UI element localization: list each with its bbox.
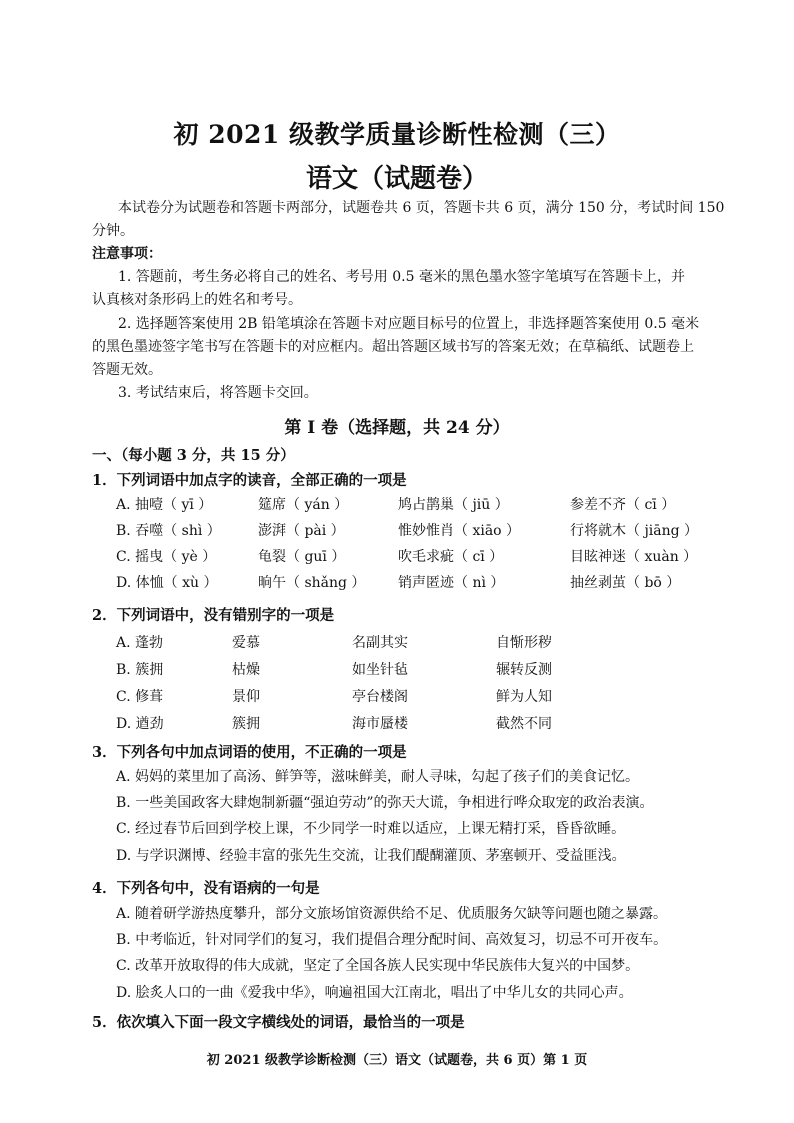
- q1-b-1: B. 吞噬（ shì ）: [116, 523, 221, 539]
- q4-option-b: B. 中考临近，针对同学们的复习，我们提倡合理分配时间、高效复习，切忌不可开夜车。: [116, 932, 668, 948]
- q1-a-3: 鸠占鹊巢（ jiū ）: [398, 497, 509, 513]
- q4-option-a: A. 随着研学游热度攀升，部分文旅场馆资源供给不足、优质服务欠缺等问题也随之暴露。: [116, 906, 668, 922]
- q1-c-4: 目眩神迷（ xuàn ）: [570, 549, 698, 565]
- q3-option-d: D. 与学识渊博、经验丰富的张先生交流，让我们醍醐灌顶、茅塞顿开、受益匪浅。: [116, 848, 626, 864]
- q1-d-1: D. 体恤（ xù ）: [116, 575, 218, 591]
- q2-b-3: 如坐针毡: [352, 662, 408, 678]
- q2-b-2: 枯燥: [232, 662, 260, 678]
- page-subtitle: 语文（试题卷）: [305, 164, 488, 194]
- page-title: 初 2021 级教学质量诊断性检测（三）: [173, 120, 621, 149]
- q1-b-4: 行将就木（ jiāng ）: [570, 523, 699, 539]
- q2-a-4: 自惭形秽: [496, 635, 552, 651]
- q3-stem: 3．下列各句中加点词语的使用，不正确的一项是: [92, 744, 407, 761]
- notice-title: 注意事项：: [92, 246, 162, 262]
- q2-c-1: C. 修葺: [116, 689, 164, 705]
- q2-d-3: 海市蜃楼: [352, 716, 408, 732]
- notice-3: 3. 考试结束后，将答题卡交回。: [118, 385, 318, 401]
- section-title: 第 I 卷（选择题，共 24 分）: [284, 418, 510, 438]
- q1-c-3: 吹毛求疵（ cī ）: [398, 549, 504, 565]
- q1-d-4: 抽丝剥茧（ bō ）: [570, 575, 681, 591]
- intro-line-1: 本试卷分为试题卷和答题卡两部分，试题卷共 6 页，答题卡共 6 页，满分 150 分，考试时间 150: [118, 200, 725, 216]
- q2-a-2: 爱慕: [232, 635, 260, 651]
- q2-stem: 2．下列词语中，没有错别字的一项是: [92, 607, 335, 624]
- notice-2c: 答题无效。: [92, 362, 162, 378]
- q2-a-3: 名副其实: [352, 635, 408, 651]
- q2-c-3: 亭台楼阁: [352, 689, 408, 705]
- q3-option-c: C. 经过春节后回到学校上课，不少同学一时难以适应，上课无精打采，昏昏欲睡。: [116, 821, 626, 837]
- intro-line-2: 分钟。: [92, 223, 134, 239]
- q2-b-4: 辗转反测: [496, 662, 552, 678]
- q2-d-2: 簇拥: [232, 716, 260, 732]
- q1-a-4: 参差不齐（ cī ）: [570, 497, 676, 513]
- q2-c-4: 鲜为人知: [496, 689, 552, 705]
- q1-stem: 1．下列词语中加点字的读音，全部正确的一项是: [92, 472, 407, 489]
- q4-stem: 4．下列各句中，没有语病的一句是: [92, 880, 320, 897]
- q2-b-1: B. 簇拥: [116, 662, 164, 678]
- q1-d-2: 晌午（ shǎng ）: [258, 575, 366, 591]
- q1-d-3: 销声匿迹（ nì ）: [398, 575, 505, 591]
- q2-c-2: 景仰: [232, 689, 260, 705]
- q5-stem: 5．依次填入下面一段文字横线处的词语，最恰当的一项是: [92, 1014, 465, 1031]
- q2-d-4: 截然不同: [496, 716, 552, 732]
- q4-option-c: C. 改革开放取得的伟大成就，坚定了全国各族人民实现中华民族伟大复兴的中国梦。: [116, 958, 640, 974]
- q1-b-3: 惟妙惟肖（ xiāo ）: [398, 523, 521, 539]
- q1-c-2: 龟裂（ guī ）: [258, 549, 346, 565]
- page-footer: 初 2021 级教学诊断检测（三）语文（试题卷，共 6 页）第 1 页: [206, 1053, 588, 1068]
- q2-a-1: A. 蓬勃: [116, 635, 164, 651]
- notice-2b: 的黑色墨迹签字笔书写在答题卡的对应框内。超出答题区域书写的答案无效；在草稿纸、试题卷上: [92, 339, 694, 355]
- q2-d-1: D. 遒劲: [116, 716, 164, 732]
- q3-option-a: A. 妈妈的菜里加了高汤、鲜笋等，滋味鲜美，耐人寻味，勾起了孩子们的美食记忆。: [116, 769, 640, 785]
- part-heading: 一、（每小题 3 分，共 15 分）: [92, 447, 295, 464]
- notice-1b: 认真核对条形码上的姓名和考号。: [92, 292, 302, 308]
- notice-1a: 1. 答题前，考生务必将自己的姓名、考号用 0.5 毫米的黑色墨水签字笔填写在答题卡上，并: [118, 269, 685, 285]
- q4-option-d: D. 脍炙人口的一曲《爱我中华》，响遍祖国大江南北，唱出了中华儿女的共同心声。: [116, 985, 633, 1001]
- notice-2a: 2. 选择题答案使用 2B 铅笔填涂在答题卡对应题目标号的位置上，非选择题答案使用 0.5 毫米: [118, 316, 700, 332]
- q1-a-2: 筵席（ yán ）: [258, 497, 349, 513]
- q1-b-2: 澎湃（ pài ）: [258, 523, 345, 539]
- q1-a-1: A. 抽噎（ yī ）: [116, 497, 213, 513]
- q1-c-1: C. 摇曳（ yè ）: [116, 549, 217, 565]
- q3-option-b: B. 一些美国政客大肆炮制新疆“强迫劳动”的弥天大谎，争相进行哗众取宠的政治表演。: [116, 795, 654, 811]
